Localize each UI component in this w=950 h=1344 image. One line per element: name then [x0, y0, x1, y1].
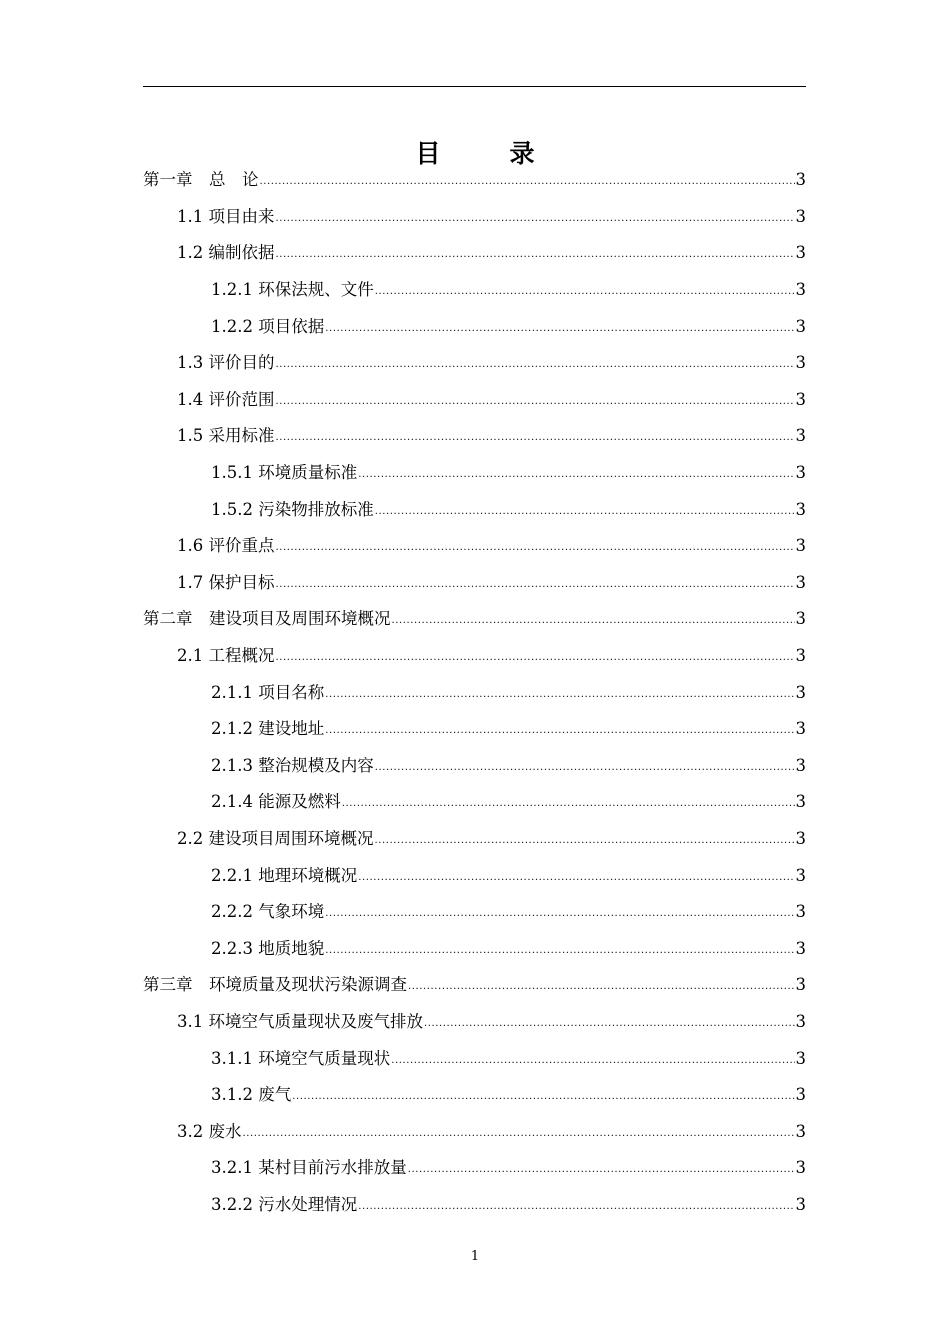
toc-entry-page: 3: [795, 902, 806, 922]
toc-entry-label: 1.3 评价目的: [177, 353, 275, 373]
toc-entry-label: 1.5.2 污染物排放标准: [211, 499, 374, 519]
toc-entry-label: 3.1 环境空气质量现状及废气排放: [177, 1011, 423, 1031]
toc-entry[interactable]: [143, 1113, 806, 1150]
toc-entry[interactable]: [143, 748, 806, 785]
toc-entry-label: 第二章 建设项目及周围环境概况: [143, 609, 391, 629]
toc-entry-label: 1.1 项目由来: [177, 206, 275, 226]
toc-entry-page: 3: [795, 389, 806, 409]
toc-entry-label: 2.2.1 地理环境概况: [211, 865, 358, 885]
toc-entry-label: 3.1.2 废气: [211, 1085, 292, 1105]
toc-dot-leader: [392, 609, 795, 629]
table-of-contents: [143, 162, 806, 1223]
toc-entry-page: 3: [795, 280, 806, 300]
toc-dot-leader: [276, 536, 795, 556]
toc-entry-label: 1.2.1 环保法规、文件: [211, 280, 374, 300]
toc-entry-page: 3: [795, 170, 806, 190]
toc-entry-page: 3: [795, 828, 806, 848]
header-rule: [143, 86, 806, 87]
toc-entry-page: 3: [795, 609, 806, 629]
toc-dot-leader: [408, 1158, 795, 1178]
toc-entry-page: 3: [795, 1158, 806, 1178]
toc-entry-page: 3: [795, 682, 806, 702]
toc-dot-leader: [358, 1195, 794, 1215]
toc-entry[interactable]: [143, 235, 806, 272]
toc-entry-page: 3: [795, 536, 806, 556]
toc-dot-leader: [243, 1122, 795, 1142]
toc-entry-page: 3: [795, 1048, 806, 1068]
toc-entry-label: 3.2.1 某村目前污水排放量: [211, 1158, 407, 1178]
toc-entry-label: 1.4 评价范围: [177, 389, 275, 409]
toc-entry-page: 3: [795, 426, 806, 446]
toc-dot-leader: [424, 1012, 795, 1032]
toc-entry-page: 3: [795, 463, 806, 483]
toc-entry-label: 1.7 保护目标: [177, 572, 275, 592]
toc-entry-page: 3: [795, 719, 806, 739]
toc-entry[interactable]: [143, 711, 806, 748]
toc-entry-page: 3: [795, 316, 806, 336]
toc-dot-leader: [391, 1049, 794, 1069]
toc-entry[interactable]: [143, 1077, 806, 1114]
toc-dot-leader: [342, 792, 795, 812]
toc-dot-leader: [325, 683, 794, 703]
toc-entry-label: 1.5.1 环境质量标准: [211, 463, 358, 483]
toc-dot-leader: [276, 353, 795, 373]
toc-dot-leader: [358, 866, 794, 886]
toc-entry[interactable]: [143, 601, 806, 638]
toc-entry[interactable]: [143, 638, 806, 675]
toc-title: 目 录: [415, 139, 557, 168]
toc-dot-leader: [375, 500, 795, 520]
toc-entry-label: 1.6 评价重点: [177, 536, 275, 556]
toc-entry-page: 3: [795, 975, 806, 995]
toc-dot-leader: [276, 243, 795, 263]
toc-entry-page: 3: [795, 499, 806, 519]
toc-entry-page: 3: [795, 243, 806, 263]
toc-entry-page: 3: [795, 572, 806, 592]
toc-entry[interactable]: [143, 199, 806, 236]
toc-entry-label: 2.2 建设项目周围环境概况: [177, 828, 374, 848]
toc-entry-label: 第三章 环境质量及现状污染源调查: [143, 975, 407, 995]
toc-dot-leader: [276, 207, 795, 227]
toc-entry[interactable]: [143, 1004, 806, 1041]
toc-entry[interactable]: [143, 418, 806, 455]
toc-entry-page: 3: [795, 792, 806, 812]
toc-entry-label: 3.2 废水: [177, 1121, 242, 1141]
toc-dot-leader: [408, 975, 795, 995]
toc-entry-page: 3: [795, 938, 806, 958]
toc-entry-page: 3: [795, 646, 806, 666]
toc-entry[interactable]: [143, 455, 806, 492]
toc-entry[interactable]: [143, 857, 806, 894]
toc-dot-leader: [260, 170, 795, 190]
toc-dot-leader: [375, 280, 795, 300]
toc-dot-leader: [325, 719, 794, 739]
toc-entry[interactable]: [143, 272, 806, 309]
toc-entry[interactable]: [143, 491, 806, 528]
toc-dot-leader: [292, 1085, 794, 1105]
page-number: 1: [470, 1249, 480, 1264]
toc-dot-leader: [276, 573, 795, 593]
toc-entry-label: 2.1.1 项目名称: [211, 682, 325, 702]
toc-entry[interactable]: [143, 1150, 806, 1187]
toc-entry-page: 3: [795, 206, 806, 226]
toc-entry[interactable]: [143, 784, 806, 821]
toc-entry-label: 2.1.4 能源及燃料: [211, 792, 341, 812]
toc-entry[interactable]: [143, 308, 806, 345]
toc-entry[interactable]: [143, 162, 806, 199]
toc-entry-page: 3: [795, 865, 806, 885]
toc-dot-leader: [276, 646, 795, 666]
toc-entry-label: 2.2.2 气象环境: [211, 902, 325, 922]
toc-dot-leader: [325, 317, 794, 337]
toc-entry-label: 1.2.2 项目依据: [211, 316, 325, 336]
toc-dot-leader: [325, 902, 794, 922]
toc-entry-label: 2.1 工程概况: [177, 646, 275, 666]
toc-entry-label: 3.1.1 环境空气质量现状: [211, 1048, 391, 1068]
toc-entry-page: 3: [795, 755, 806, 775]
toc-entry[interactable]: [143, 565, 806, 602]
toc-entry-label: 2.2.3 地质地貌: [211, 938, 325, 958]
toc-entry-label: 1.5 采用标准: [177, 426, 275, 446]
toc-dot-leader: [375, 829, 795, 849]
toc-entry[interactable]: [143, 382, 806, 419]
toc-entry-page: 3: [795, 1011, 806, 1031]
toc-entry[interactable]: [143, 967, 806, 1004]
toc-entry[interactable]: [143, 1040, 806, 1077]
toc-entry[interactable]: [143, 821, 806, 858]
toc-dot-leader: [276, 390, 795, 410]
toc-entry-label: 3.2.2 污水处理情况: [211, 1194, 358, 1214]
toc-entry-page: 3: [795, 1121, 806, 1141]
toc-entry[interactable]: [143, 528, 806, 565]
toc-dot-leader: [358, 463, 794, 483]
toc-entry-page: 3: [795, 1085, 806, 1105]
toc-dot-leader: [375, 756, 795, 776]
toc-entry-label: 2.1.2 建设地址: [211, 719, 325, 739]
toc-entry-label: 1.2 编制依据: [177, 243, 275, 263]
toc-dot-leader: [276, 426, 795, 446]
toc-entry[interactable]: [143, 894, 806, 931]
toc-entry[interactable]: [143, 930, 806, 967]
toc-entry[interactable]: [143, 674, 806, 711]
toc-dot-leader: [325, 939, 794, 959]
toc-entry-page: 3: [795, 1194, 806, 1214]
toc-entry-label: 第一章 总 论: [143, 170, 259, 190]
toc-entry-page: 3: [795, 353, 806, 373]
toc-entry-label: 2.1.3 整治规模及内容: [211, 755, 374, 775]
toc-entry[interactable]: [143, 345, 806, 382]
toc-entry[interactable]: [143, 1187, 806, 1224]
